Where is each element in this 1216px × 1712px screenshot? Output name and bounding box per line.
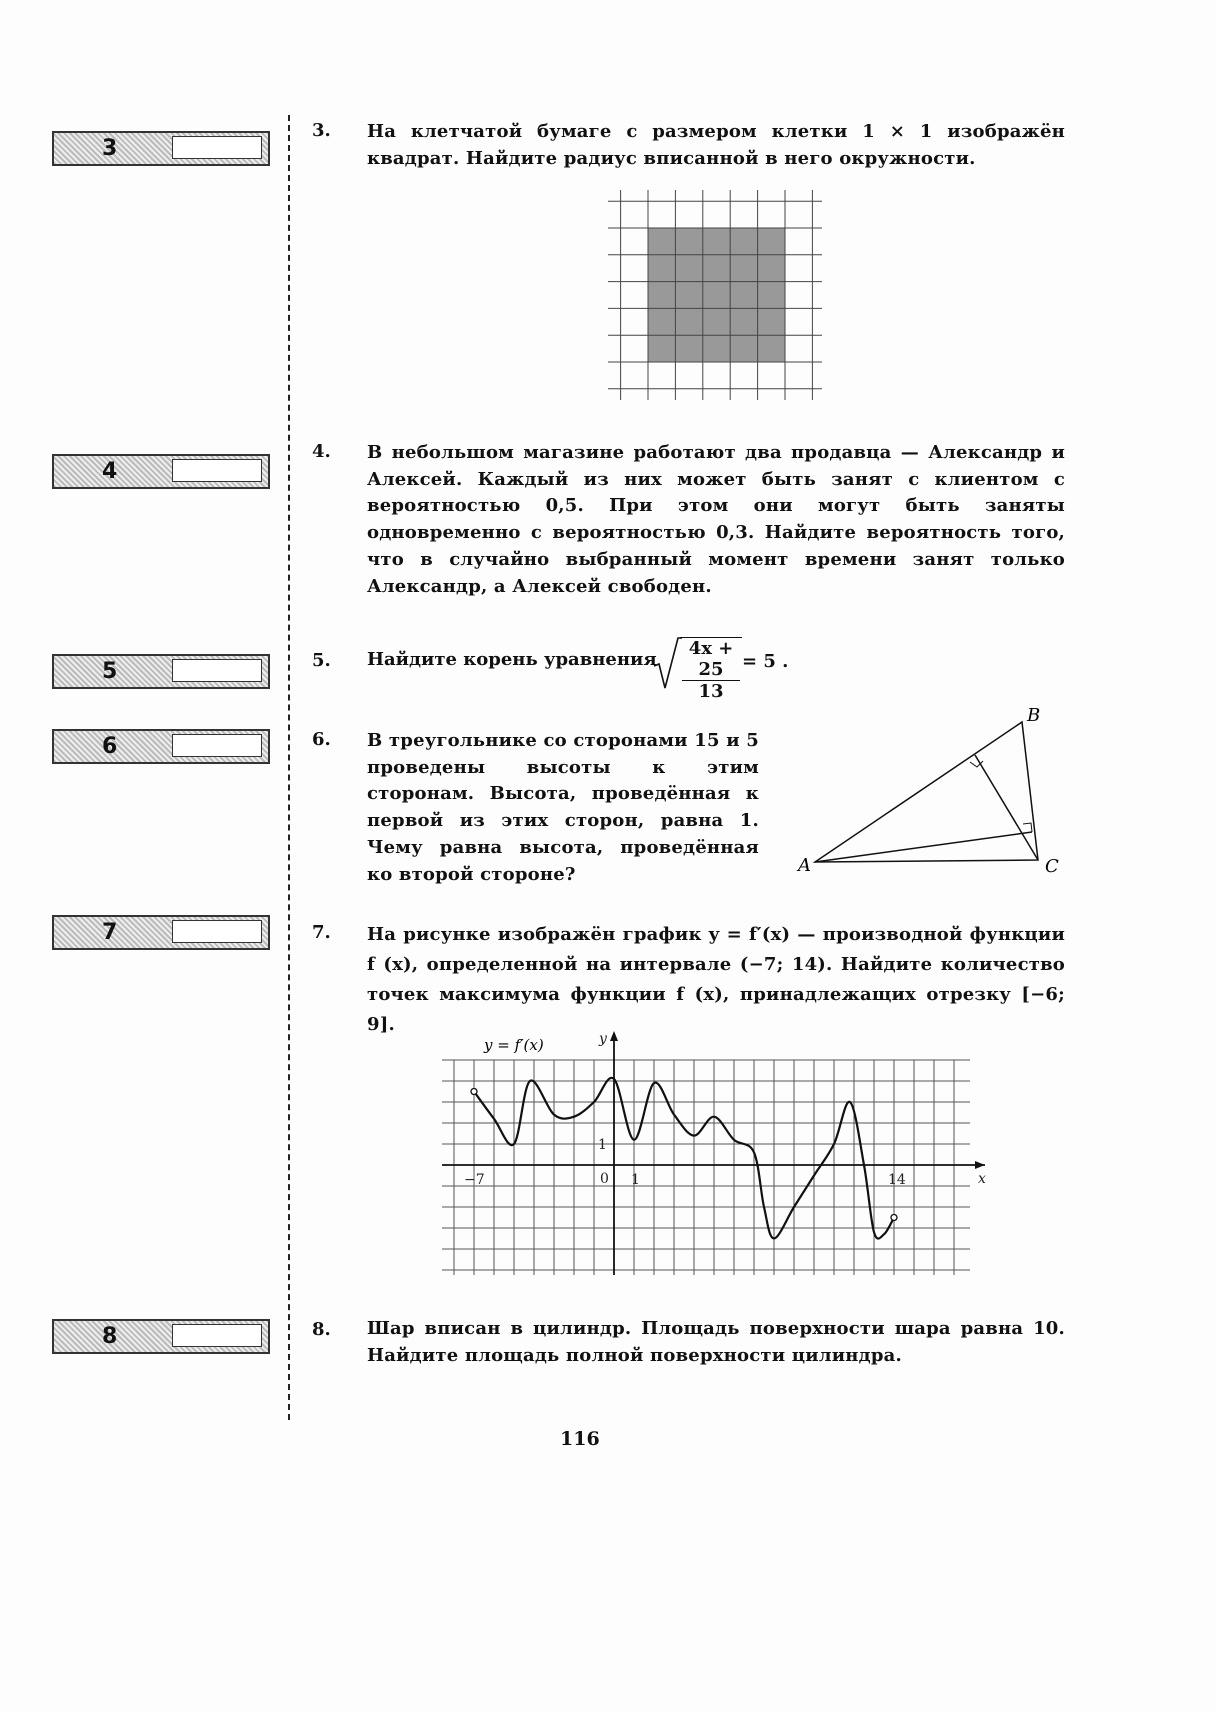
grid-square-figure	[600, 185, 830, 405]
tick-label-x-min: −7	[464, 1172, 485, 1188]
shaded-square	[648, 228, 785, 362]
page-number: 116	[560, 1428, 600, 1450]
x-axis-arrow-icon	[975, 1161, 985, 1169]
problem-number: 6.	[312, 729, 331, 750]
endpoint-open-circle-left	[471, 1089, 477, 1095]
problem-number: 4.	[312, 441, 331, 462]
equation-rhs: = 5 .	[742, 651, 789, 672]
answer-box-label: 8	[102, 1324, 118, 1349]
answer-box-label: 5	[102, 659, 118, 684]
answer-box-3	[52, 131, 270, 166]
endpoint-open-circle-right	[891, 1215, 897, 1221]
problem-number: 7.	[312, 922, 331, 943]
fraction-denominator: 13	[698, 681, 724, 702]
tick-label-x-max: 14	[888, 1172, 906, 1188]
problem-text: В небольшом магазине работают два продавца — Александр и Алексей. Каждый из них может быть занят с клиентом с вероятностью 0,5. При этом они могут быть заняты одновременно с вероятностью 0,3. Найдите вероятность того, что в случайно выбранный момент времени занят только Александр, а Алексей свободен.	[367, 442, 1065, 597]
answer-field[interactable]	[172, 659, 262, 682]
triangle-figure	[790, 700, 1070, 885]
y-axis-arrow-icon	[610, 1031, 618, 1041]
answer-field[interactable]	[172, 920, 262, 943]
fraction-numerator: 4x + 25	[682, 638, 740, 681]
vertex-label-b: B	[1027, 705, 1041, 726]
sqrt-sign	[652, 636, 682, 692]
graph-title: y = f′(x)	[484, 1036, 544, 1054]
tick-label-x-one: 1	[631, 1172, 640, 1188]
problem-text: Шар вписан в цилиндр. Площадь поверхности шара равна 10. Найдите площадь полной поверхности цилиндра.	[367, 1318, 1065, 1366]
problem-number: 3.	[312, 120, 331, 141]
answer-box-8	[52, 1319, 270, 1354]
derivative-graph	[430, 1025, 990, 1285]
cut-line	[288, 115, 290, 1420]
answer-box-label: 3	[102, 136, 118, 161]
answer-field[interactable]	[172, 459, 262, 482]
problem-number: 8.	[312, 1319, 331, 1340]
problem-number: 5.	[312, 650, 331, 671]
answer-field[interactable]	[172, 734, 262, 757]
answer-box-7	[52, 915, 270, 950]
tick-label-origin: 0	[600, 1171, 609, 1187]
vertex-label-c: C	[1045, 856, 1059, 877]
y-axis-label: y	[599, 1031, 607, 1047]
answer-box-4	[52, 454, 270, 489]
tick-label-y-one: 1	[598, 1137, 607, 1153]
answer-field[interactable]	[172, 136, 262, 159]
answer-box-label: 7	[102, 920, 118, 945]
answer-field[interactable]	[172, 1324, 262, 1347]
vertex-label-a: A	[798, 855, 811, 876]
answer-box-label: 4	[102, 459, 118, 484]
answer-box-label: 6	[102, 734, 118, 759]
answer-box-6	[52, 729, 270, 764]
problem-text: Найдите корень уравнения	[367, 649, 657, 670]
x-axis-label: x	[978, 1171, 986, 1187]
problem-text: На клетчатой бумаге с размером клетки 1 × 1 изображён квадрат. Найдите радиус вписанной в него окружности.	[367, 121, 1065, 169]
problem-text: В треугольнике со сторонами 15 и 5 проведены высоты к этим сторонам. Высота, проведённая к первой из этих сторон, равна 1. Чему равна высота, проведённая ко второй стороне?	[367, 730, 759, 885]
answer-box-5	[52, 654, 270, 689]
problem-text: На рисунке изображён график y = f′(x) — производной функции f (x), определенной на интервале (−7; 14). Найдите количество точек максимума функции f (x), принадлежащих отрезку [−6; 9].	[367, 924, 1065, 1035]
